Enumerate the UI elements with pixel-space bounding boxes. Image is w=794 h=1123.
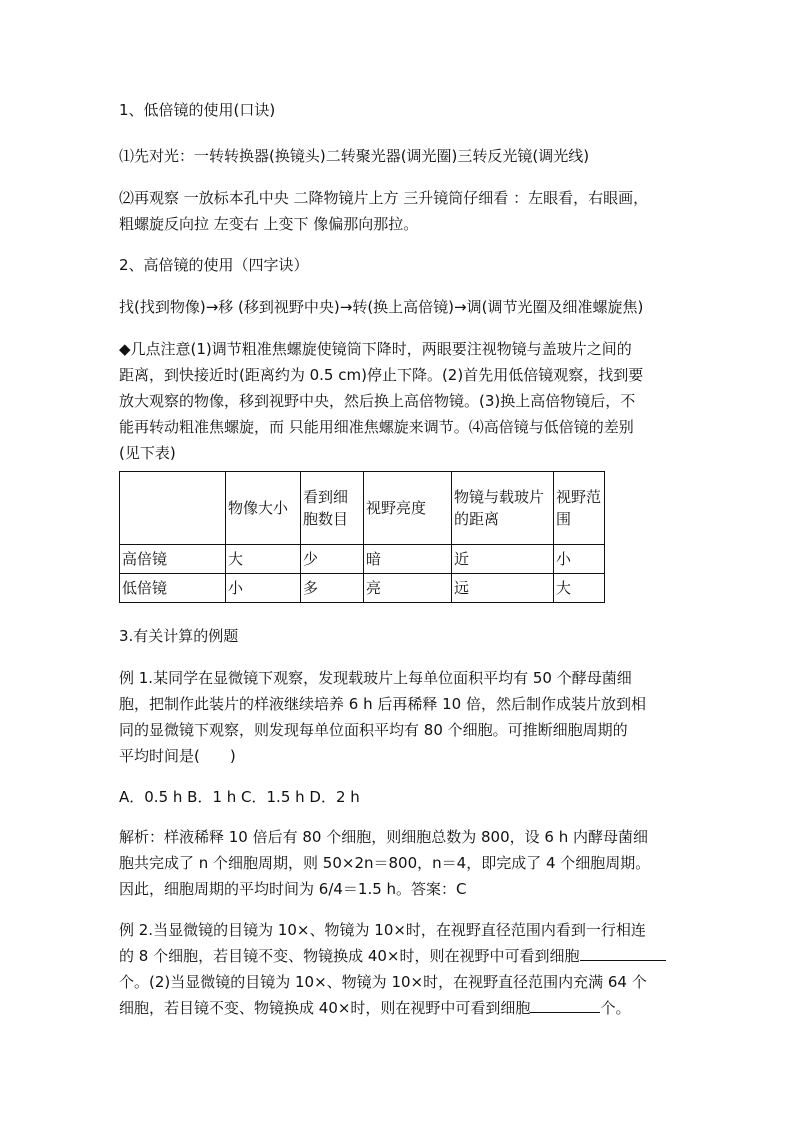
table-cell: 小: [554, 545, 605, 574]
notes-line: 能再转动粗准焦螺旋，而 只能用细准焦螺旋来调节。⑷高倍镜与低倍镜的差别: [119, 418, 634, 436]
section1-item2-line: ⑵再观察 一放标本孔中央 二降物镜片上方 三升镜筒仔细看 ：左眼看，右眼画，: [119, 189, 649, 207]
notes-line: ◆几点注意(1)调节粗准焦螺旋使镜筒下降时，两眼要注视物镜与盖玻片之间的: [119, 340, 632, 358]
section1-heading: 1、低倍镜的使用(口诀): [119, 101, 276, 119]
section1-item2: [119, 185, 679, 237]
example1-options: A．0.5 h B．1 h C．1.5 h D．2 h: [119, 788, 360, 806]
table-header-cell: 视野范围: [554, 472, 605, 545]
table-cell: 小: [226, 574, 301, 603]
notes-line: (见下表): [119, 444, 176, 462]
example2-text: 个。: [600, 999, 631, 1017]
answer-blank[interactable]: [580, 943, 666, 961]
section2-steps: 找(找到物像)→移 (移到视野中央)→转(换上高倍镜)→调(调节光圈及细准螺旋焦): [119, 298, 644, 316]
notes-line: 放大观察的物像，移到视野中央，然后换上高倍物镜。(3)换上高倍物镜后，不: [119, 392, 636, 410]
table-cell: 高倍镜: [120, 545, 226, 574]
table-header-row: [120, 472, 605, 545]
section2-notes: [119, 336, 679, 466]
example2-line: [119, 995, 679, 1021]
table-cell: 大: [554, 574, 605, 603]
answer-blank[interactable]: [530, 995, 600, 1013]
table-header-cell: [120, 472, 226, 545]
table-cell: 多: [301, 574, 364, 603]
notes-line: 距离，到快接近时(距离约为 0.5 cm)停止下降。(2)首先用低倍镜观察，找到要: [119, 366, 644, 384]
table-row: [120, 574, 605, 603]
example1-analysis: [119, 824, 679, 902]
table-cell: 远: [452, 574, 554, 603]
comparison-table: [119, 471, 605, 603]
example1-line: 胞，把制作此装片的样液继续培养 6 h 后再稀释 10 倍，然后制作成装片放到相: [119, 695, 646, 713]
example1-line: 同的显微镜下观察，则发现每单位面积平均有 80 个细胞。可推断细胞周期的: [119, 721, 628, 739]
example2-line: 个。(2)当显微镜的目镜为 10×、物镜为 10×时，在视野直径范围内充满 64 个: [119, 973, 647, 991]
table-header-cell: 物像大小: [226, 472, 301, 545]
analysis-line: 解析：样液稀释 10 倍后有 80 个细胞，则细胞总数为 800，设 6 h 内酵母菌细: [119, 828, 649, 846]
table-header-cell: 视野亮度: [364, 472, 452, 545]
section1-item1: ⑴先对光：一转转换器(换镜头)二转聚光器(调光圈)三转反光镜(调光线): [119, 147, 590, 165]
analysis-line: 因此，细胞周期的平均时间为 6/4＝1.5 h。答案：C: [119, 880, 467, 898]
table-cell: 暗: [364, 545, 452, 574]
example1-line: 例 1.某同学在显微镜下观察，发现载玻片上每单位面积平均有 50 个酵母菌细: [119, 669, 632, 687]
example2-text: 细胞，若目镜不变、物镜换成 40×时，则在视野中可看到细胞: [119, 999, 531, 1017]
example1-line: 平均时间是( ): [119, 747, 236, 765]
example1: [119, 665, 679, 769]
section1-item2-line: 粗螺旋反向拉 左变右 上变下 像偏那向那拉。: [119, 215, 419, 233]
example2-text: 的 8 个细胞，若目镜不变、物镜换成 40×时，则在视野中可看到细胞: [119, 947, 580, 965]
section2-heading: 2、高倍镜的使用（四字诀）: [119, 256, 309, 274]
analysis-line: 胞共完成了 n 个细胞周期，则 50×2n＝800，n＝4，即完成了 4 个细胞周期。: [119, 854, 651, 872]
example2: [119, 917, 679, 1021]
table-row: [120, 545, 605, 574]
example2-line: [119, 943, 679, 969]
table-cell: 少: [301, 545, 364, 574]
table-header-cell: 看到细胞数目: [301, 472, 364, 545]
table-cell: 低倍镜: [120, 574, 226, 603]
section3-heading: 3.有关计算的例题: [119, 627, 239, 645]
table-header-cell: 物镜与载玻片的距离: [452, 472, 554, 545]
table-cell: 近: [452, 545, 554, 574]
table-cell: 大: [226, 545, 301, 574]
example2-line: 例 2.当显微镜的目镜为 10×、物镜为 10×时，在视野直径范围内看到一行相连: [119, 921, 646, 939]
table-cell: 亮: [364, 574, 452, 603]
